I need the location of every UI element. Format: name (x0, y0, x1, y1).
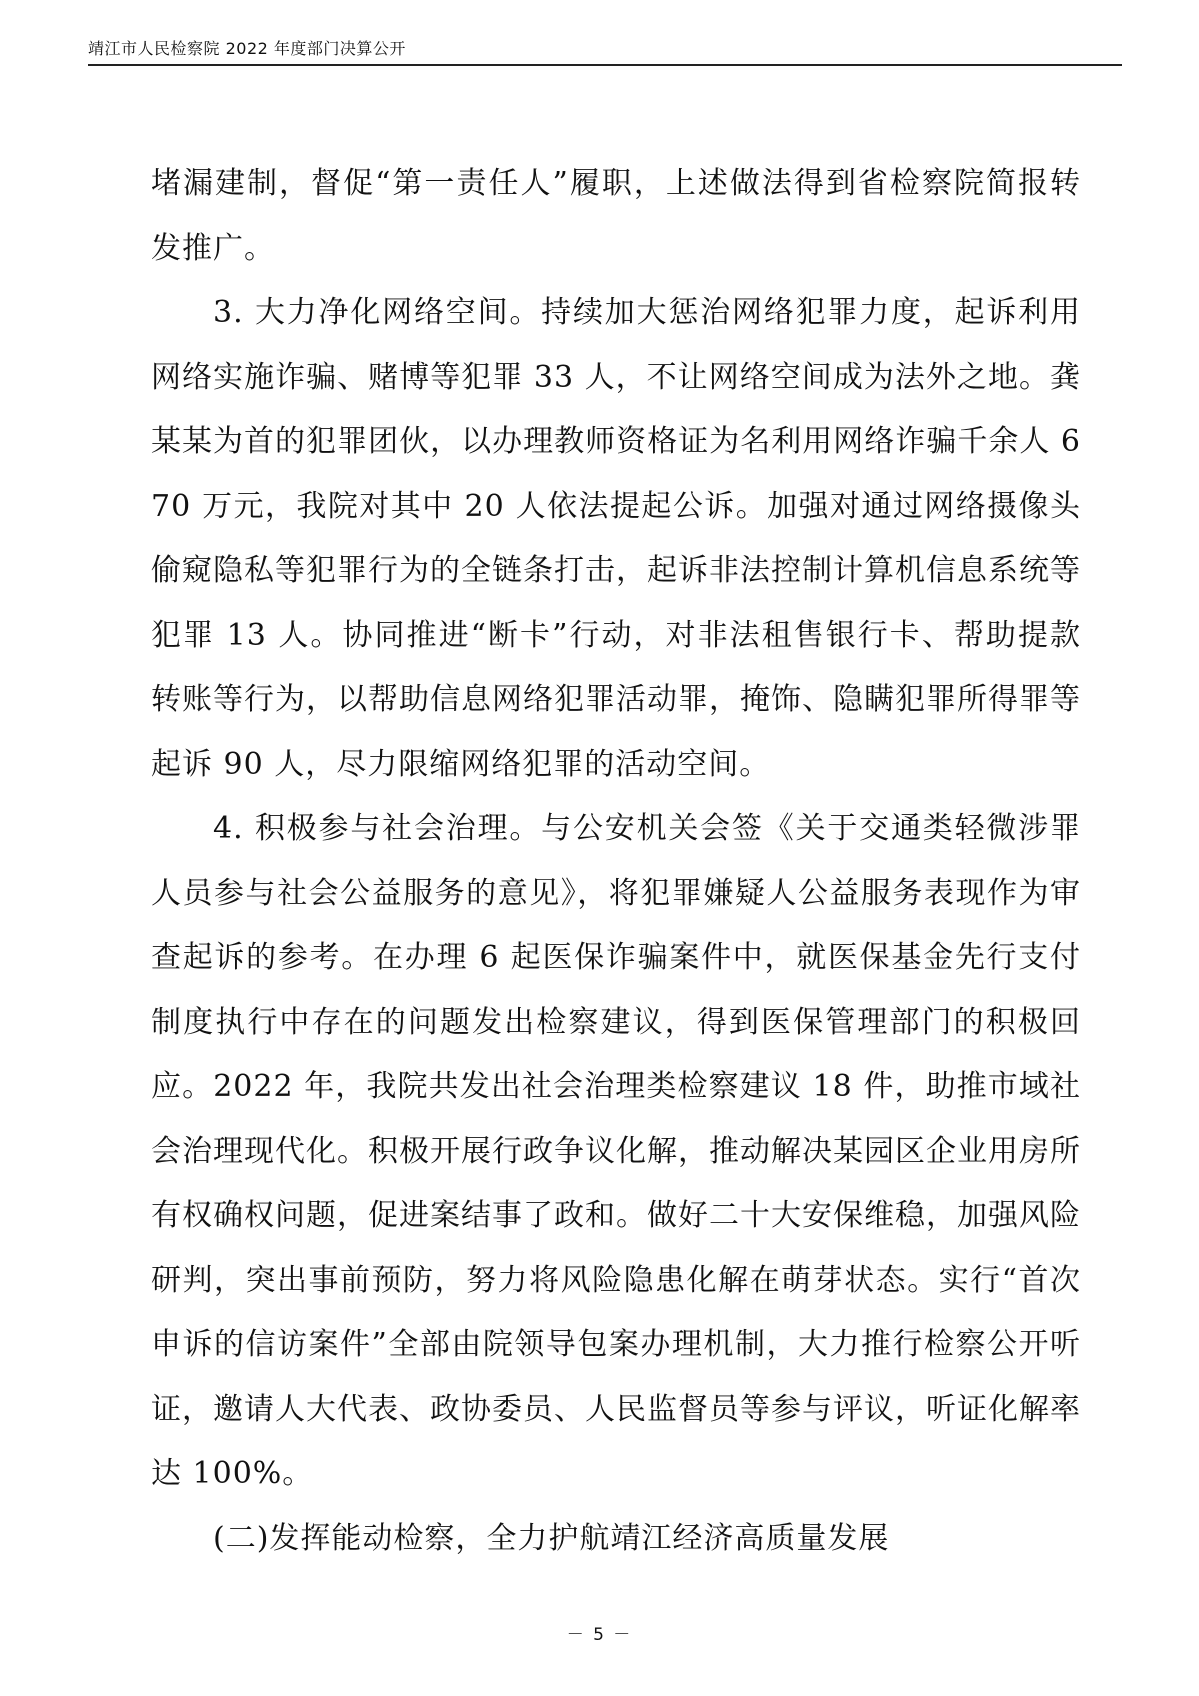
paragraph-social-governance: 4. 积极参与社会治理。与公安机关会签《关于交通类轻微涉罪人员参与社会公益服务的意见》，将犯罪嫌疑人公益服务表现作为审查起诉的参考。在办理 6 起医保诈骗案件中，就医保基金先行支付制度执行中存在的问题发出检察建议，得到医保管理部门的积极回应。2022 年，我院共发出社会治理类检察建议 18 件，助推市域社会治理现代化。积极开展行政争议化解，推动解决某园区企业用房所有权确权问题，促进案结事了政和。做好二十大安保维稳，加强风险研判，突出事前预防，努力将风险隐患化解在萌芽状态。实行“首次申诉的信访案件”全部由院领导包案办理机制，大力推行检察公开听证，邀请人大代表、政协委员、人民监督员等参与评议，听证化解率达 100%。 (151, 811, 1081, 1491)
document-body (151, 152, 1081, 1571)
page-header (88, 34, 1122, 66)
paragraph-cyberspace: 3. 大力净化网络空间。持续加大惩治网络犯罪力度，起诉利用网络实施诈骗、赌博等犯罪 33 人，不让网络空间成为法外之地。龚某某为首的犯罪团伙，以办理教师资格证为名利用网络诈骗千余人 670 万元，我院对其中 20 人依法提起公诉。加强对通过网络摄像头偷窥隐私等犯罪行为的全链条打击，起诉非法控制计算机信息系统等犯罪 13 人。协同推进“断卡”行动，对非法租售银行卡、帮助提款转账等行为，以帮助信息网络犯罪活动罪，掩饰、隐瞒犯罪所得罪等起诉 90 人，尽力限缩网络犯罪的活动空间。 (151, 295, 1081, 782)
paragraph-continuation: 堵漏建制，督促“第一责任人”履职，上述做法得到省检察院简报转发推广。 (151, 166, 1081, 266)
page-number: － 5 － (566, 1625, 633, 1645)
section-heading: (二)发挥能动检察，全力护航靖江经济高质量发展 (213, 1520, 890, 1556)
header-title: 靖江市人民检察院 2022 年度部门决算公开 (88, 39, 406, 58)
